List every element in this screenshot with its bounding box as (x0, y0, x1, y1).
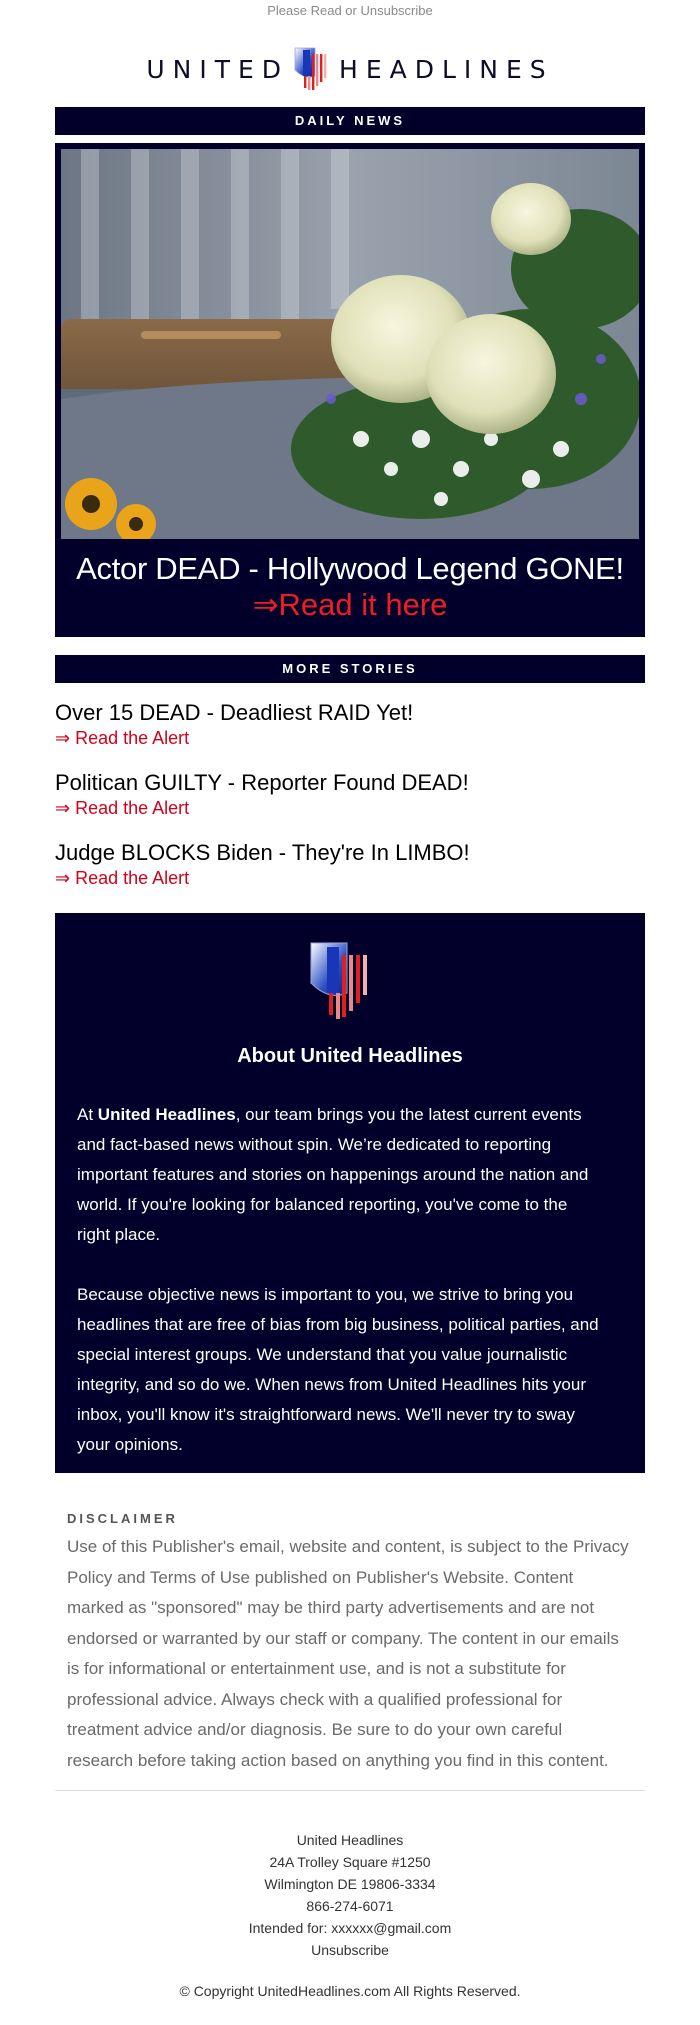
daily-news-label: DAILY NEWS (294, 113, 406, 128)
copyright: © Copyright UnitedHeadlines.com All Rights Reserved. (179, 1983, 521, 1999)
hero-image-casket-flowers[interactable] (61, 149, 639, 539)
about-section (55, 913, 645, 1473)
brand-word-headlines: HEADLINES (339, 54, 554, 84)
daily-news-bar (55, 107, 645, 135)
story-read-link[interactable]: ⇒ Read the Alert (55, 798, 190, 818)
story-item[interactable] (55, 839, 645, 889)
disclaimer-body: Use of this Publisher's email, website and content, is subject to the Privacy Policy and Terms of Use published on Publisher's Website. Content marked as "sponsored" may be third party advertisements and are not endorsed or warranted by our staff or company. The content in our emails is for informational or entertainment use, and is not a substitute for professional advice. Always check with a qualified professional for treatment advice and/or diagnosis. Be sure to do your own careful research before taking action based on anything you find in this content. (67, 1537, 629, 1770)
brand-word-united: UNITED (146, 54, 290, 84)
footer-company: United Headlines (296, 1832, 404, 1848)
hero-story[interactable] (55, 143, 645, 637)
about-title: About United Headlines (237, 1045, 463, 1067)
about-paragraph-2: Because objective news is important to you, we strive to bring you headlines that are free of bias from big business, political parties, and special interest groups. We understand that you value journalistic integrity, and so do we. When news from United Headlines hits your inbox, you'll know it's straightforward news. We'll never try to sway your opinions. (77, 1285, 599, 1454)
disclaimer-heading: DISCLAIMER (67, 1511, 178, 1526)
main-column (55, 107, 645, 1999)
about-p1-text: , our team brings you the latest current events and fact-based news without spin. We’re dedicated to reporting important features and stories on happenings around the nation and world. If you're looking for balanced reporting, you've come to the right place. (77, 1105, 589, 1244)
masthead (0, 37, 700, 101)
about-paragraph-1 (77, 1100, 601, 1250)
story-title[interactable]: Judge BLOCKS Biden - They're In LIMBO! (55, 840, 470, 865)
story-read-link[interactable]: ⇒ Read the Alert (55, 728, 190, 748)
story-item[interactable] (55, 769, 645, 819)
story-item[interactable] (55, 699, 645, 749)
about-p1-brand: United Headlines (97, 1105, 236, 1124)
unsubscribe-link[interactable]: Unsubscribe (311, 1942, 389, 1958)
more-stories-label: MORE STORIES (282, 661, 418, 676)
footer-address-line-2: Wilmington DE 19806-3334 (264, 1876, 436, 1892)
hero-headline[interactable]: Actor DEAD - Hollywood Legend GONE! (76, 551, 624, 586)
story-title[interactable]: Over 15 DEAD - Deadliest RAID Yet! (55, 700, 414, 725)
preheader (0, 0, 700, 27)
disclaimer-section (55, 1473, 645, 1776)
shield-logo-icon[interactable] (293, 46, 329, 92)
about-p1-prefix: At (77, 1105, 98, 1124)
read-or-unsubscribe-link[interactable]: Please Read or Unsubscribe (267, 3, 433, 18)
footer-intended-for: Intended for: xxxxxx@gmail.com (248, 1920, 452, 1936)
story-read-link[interactable]: ⇒ Read the Alert (55, 868, 190, 888)
footer-address-line-1: 24A Trolley Square #1250 (269, 1854, 431, 1870)
footer-phone: 866-274-6071 (306, 1898, 394, 1914)
more-stories-bar (55, 655, 645, 683)
footer-address (55, 1791, 645, 1961)
shield-logo-icon (309, 941, 369, 1021)
hero-read-link[interactable]: ⇒Read it here (252, 587, 448, 622)
story-title[interactable]: Politican GUILTY - Reporter Found DEAD! (55, 770, 469, 795)
